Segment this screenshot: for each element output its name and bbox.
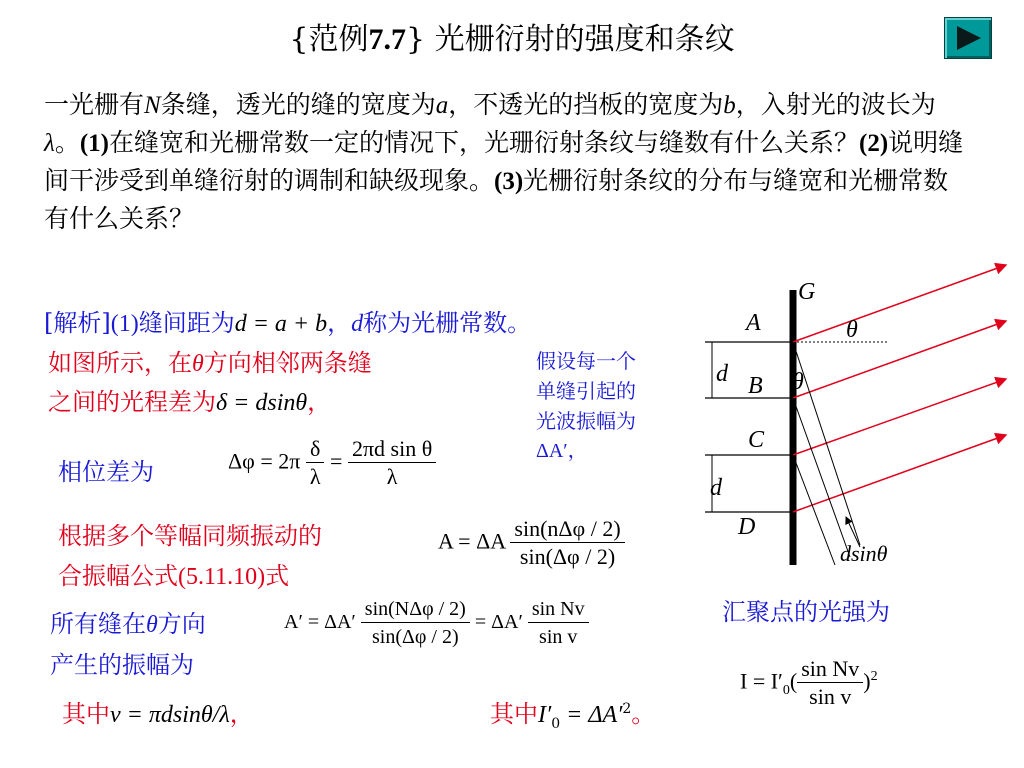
- where-v: 其中v = πdsinθ/λ，: [62, 700, 254, 728]
- label-theta-upper: θ: [846, 317, 858, 343]
- label-b: B: [748, 373, 763, 399]
- label-d: D: [738, 514, 756, 540]
- ray-c: [793, 379, 1006, 455]
- intensity-equation: $I = I'_0$( $\frac{\text{sin Nv}}{\text{sin v}}$ )$^2$: [740, 656, 878, 709]
- phase-equation: Δφ = 2π $\frac{\delta}{\lambda}$ = $\frac{\text{2πd sin θ}}{\lambda}$: [228, 436, 436, 491]
- label-a: A: [746, 310, 761, 336]
- ray-d: [793, 435, 1006, 512]
- label-d-lower: d: [710, 475, 722, 501]
- phase-label: 相位差为: [58, 458, 154, 486]
- label-dsin: dsinθ: [840, 541, 888, 566]
- all-slits-equation: A′ = ΔA′ $\frac{\text{sin(NΔφ / 2)}}{\sin(\Delta\varphi / 2)}$ = ΔA′ $\frac{\text{sin Nv}}{\text{sin v}}$: [284, 596, 589, 651]
- path-difference-text: 如图所示，在θ方向相邻两条缝 之间的光程差为δ = dsinθ，: [48, 349, 372, 416]
- page-title: {范例7.7} 光栅衍射的强度和条纹: [289, 22, 735, 57]
- label-g: G: [798, 279, 816, 305]
- synthesis-text: 根据多个等幅同频振动的 合振幅公式(5.11.10)式: [58, 522, 322, 590]
- where-i0: 其中$I'_0 = \Delta A'^2$。: [490, 700, 656, 732]
- intensity-label: 汇聚点的光强为: [722, 598, 890, 626]
- ray-b: [793, 321, 1006, 398]
- label-c: C: [748, 427, 765, 453]
- ray-a: [793, 265, 1006, 342]
- play-triangle-icon: [957, 26, 981, 50]
- synthesis-equation: A = ΔA $\frac{\text{sin(nΔφ / 2)}}{\sin(\Delta\varphi / 2)}$: [438, 516, 625, 571]
- problem-statement: 一光栅有N条缝，透光的缝的宽度为a，不透光的挡板的宽度为b，入射光的波长为λ。(1)在缝宽和光栅常数一定的情况下，光珊衍射条纹与缝数有什么关系？(2)说明缝间干涉受到单缝衍射的调制和缺级现象。(3)光栅衍射条纹的分布与缝宽和光栅常数有什么关系？: [44, 90, 964, 233]
- label-d-upper: d: [716, 361, 728, 387]
- label-theta-lower: θ: [792, 369, 804, 395]
- grating-diagram: [700, 255, 1024, 595]
- all-slits-text: 所有缝在θ方向 产生的振幅为: [50, 610, 206, 679]
- analysis-line: [解析](1)缝间距为d = a + b，d称为光栅常数。: [44, 309, 532, 337]
- amplitude-note: 假设每一个 单缝引起的 光波振幅为 ΔA′，: [536, 349, 636, 462]
- next-slide-button[interactable]: [944, 17, 992, 59]
